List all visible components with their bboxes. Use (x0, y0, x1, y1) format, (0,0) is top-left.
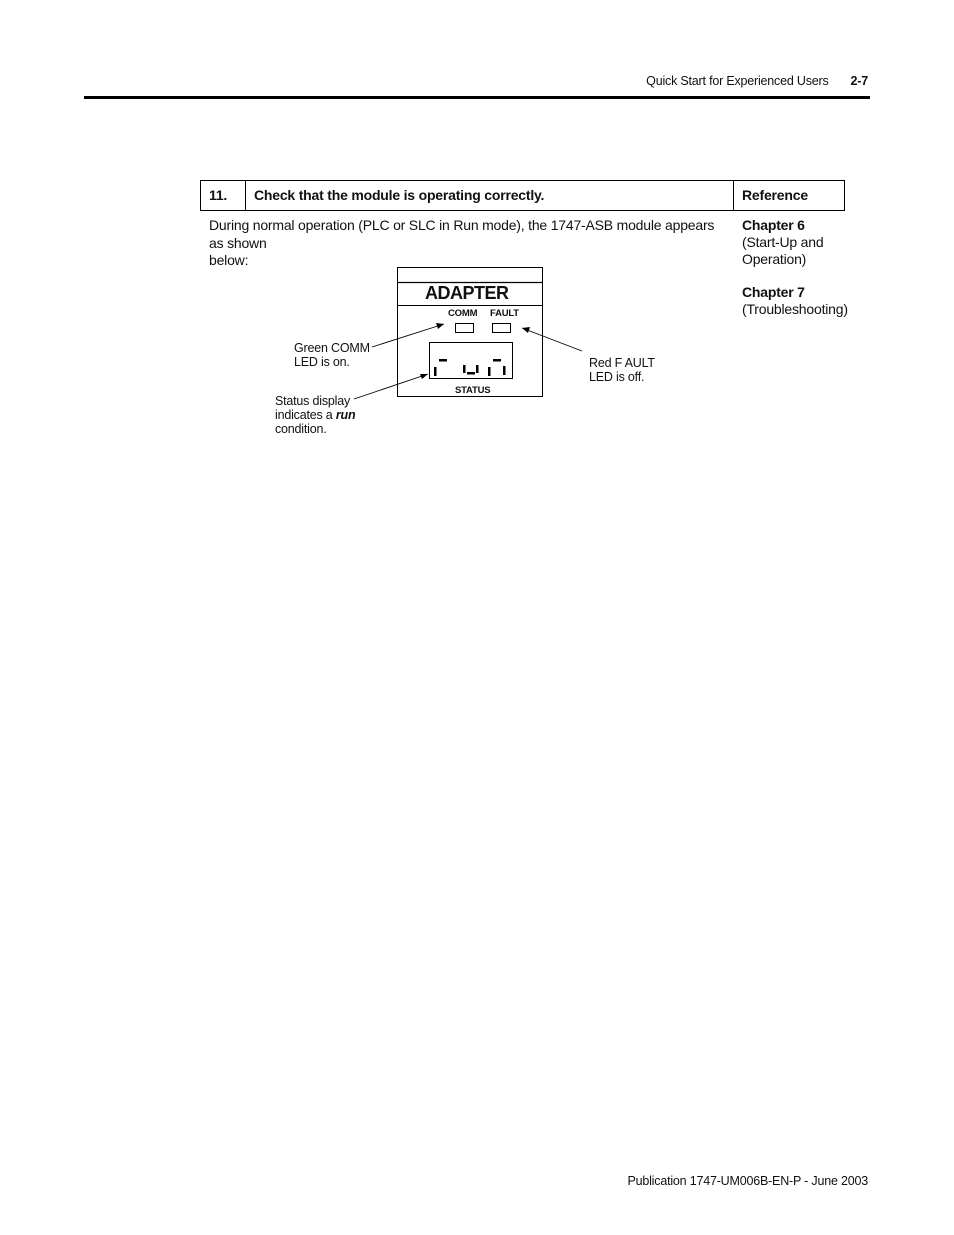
step-number: 11. (201, 181, 246, 210)
status-label: STATUS (455, 385, 491, 396)
callout-fault (589, 356, 655, 384)
fault-label: FAULT (490, 308, 519, 319)
reference-entry (742, 284, 852, 318)
header-section-title: Quick Start for Experienced Users (646, 74, 829, 88)
adapter-module-figure (260, 260, 680, 450)
callout-text: condition. (275, 422, 327, 436)
running-header (646, 74, 868, 88)
module-label: ADAPTER (425, 283, 509, 303)
reference-chapter: Chapter 6 (742, 217, 805, 233)
step-table-header (200, 180, 845, 211)
reference-chapter: Chapter 7 (742, 284, 805, 300)
callout-text: Green COMM (294, 341, 370, 355)
run-emphasis: run (335, 408, 356, 422)
run-segments (434, 359, 506, 376)
page-number: 2-7 (850, 74, 868, 88)
callout-status (275, 394, 355, 436)
reference-desc: (Start-Up and (742, 234, 824, 250)
step-title: Check that the module is operating correctly. (246, 181, 734, 210)
fault-led (493, 324, 511, 333)
reference-header: Reference (742, 187, 808, 203)
reference-column (742, 217, 852, 334)
reference-desc: Operation) (742, 251, 807, 267)
reference-desc: (Troubleshooting) (742, 301, 848, 317)
callout-comm (294, 341, 370, 369)
callout-text: indicates a run (275, 408, 356, 422)
callout-text: Status display (275, 394, 351, 408)
reference-entry (742, 217, 852, 268)
callout-text: Red F AULT (589, 356, 655, 370)
comm-label: COMM (448, 308, 478, 319)
callout-text: LED is off. (589, 370, 645, 384)
description-line-1: During normal operation (PLC or SLC in Run mode), the 1747-ASB module appears as shown (209, 217, 715, 251)
description-line-2: below: (209, 252, 249, 268)
callout-text: LED is on. (294, 355, 350, 369)
header-rule (84, 96, 870, 99)
publication-footer: Publication 1747-UM006B-EN-P - June 2003 (627, 1174, 868, 1188)
comm-led (456, 324, 474, 333)
